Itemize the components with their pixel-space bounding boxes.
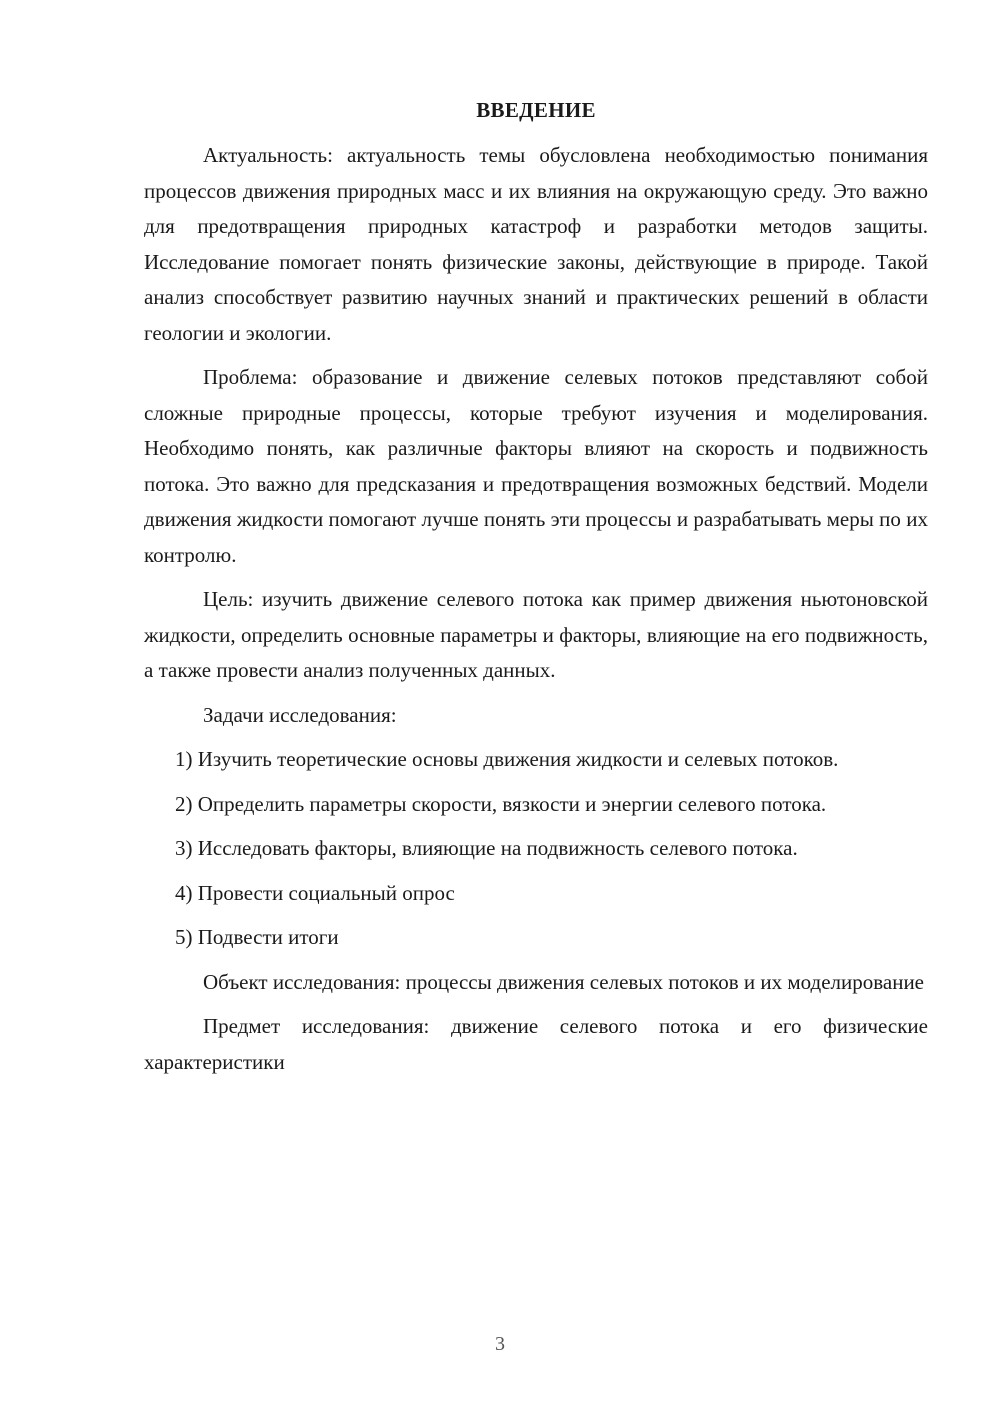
problem-paragraph: Проблема: образование и движение селевых потоков представляют собой сложные природные процессы, которые требуют изучения и моделирования. Необходимо понять, как различные факторы влияют на скорость и подвижность потока. Это важно для предсказания и предотвращения возможных бедствий. Модели движения жидкости помогают лучше понять эти процессы и разрабатывать меры по их контролю. [144, 365, 928, 567]
page-number: 3 [495, 1333, 505, 1355]
task-item-1: 1) Изучить теоретические основы движения жидкости и селевых потоков. [175, 747, 839, 771]
section-title: ВВЕДЕНИЕ [476, 98, 596, 122]
subject-paragraph: Предмет исследования: движение селевого потока и его физические характеристики [144, 1014, 928, 1074]
task-item-3: 3) Исследовать факторы, влияющие на подвижность селевого потока. [175, 836, 798, 860]
document-page [144, 92, 928, 1089]
relevance-paragraph: Актуальность: актуальность темы обусловлена необходимостью понимания процессов движения природных масс и их влияния на окружающую среду. Это важно для предотвращения природных катастроф и разработки методов защиты. Исследование помогает понять физические законы, действующие в природе. Такой анализ способствует развитию научных знаний и практических решений в области геологии и экологии. [144, 143, 928, 345]
goal-paragraph: Цель: изучить движение селевого потока как пример движения ньютоновской жидкости, определить основные параметры и факторы, влияющие на его подвижность, а также провести анализ полученных данных. [144, 587, 928, 682]
object-paragraph: Объект исследования: процессы движения селевых потоков и их моделирование [203, 969, 925, 994]
task-item-4: 4) Провести социальный опрос [175, 880, 455, 905]
tasks-heading: Задачи исследования: [203, 702, 397, 727]
task-item-5: 5) Подвести итоги [175, 925, 339, 949]
task-item-2: 2) Определить параметры скорости, вязкости и энергии селевого потока. [175, 791, 827, 816]
